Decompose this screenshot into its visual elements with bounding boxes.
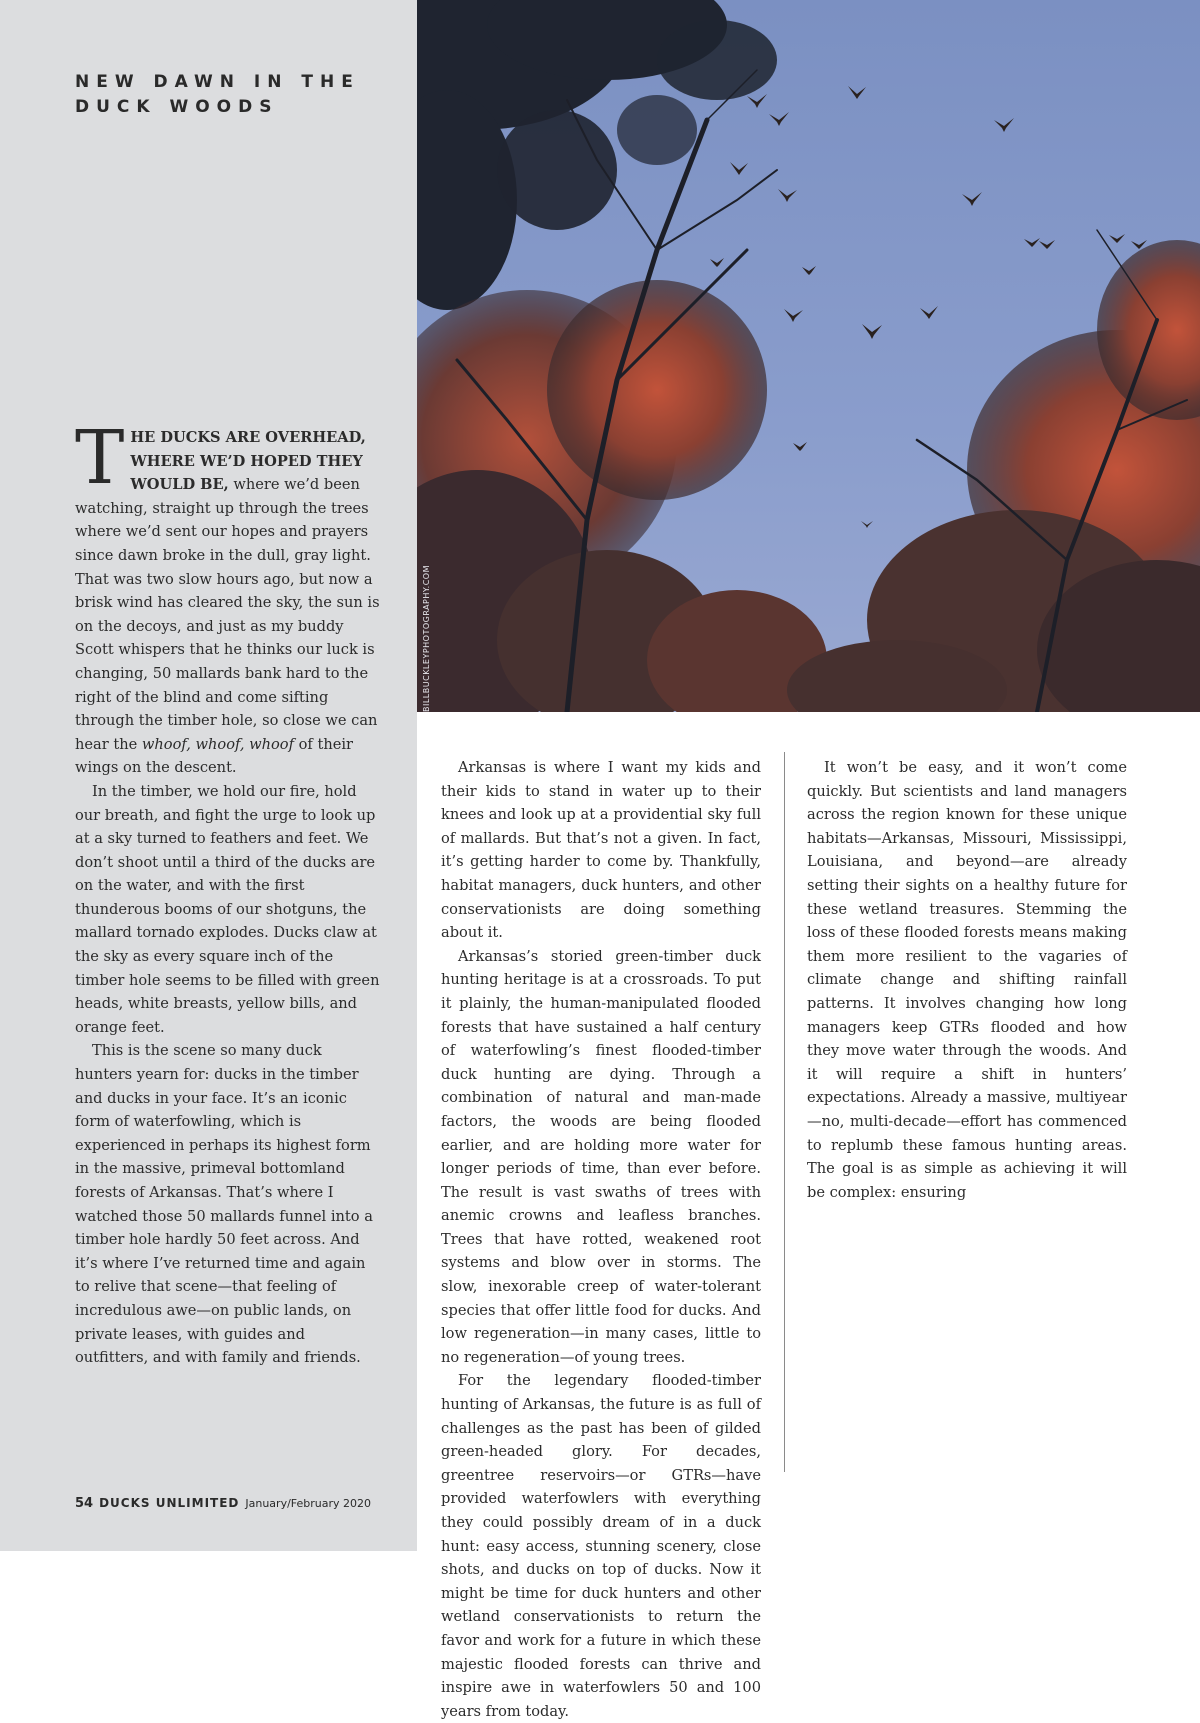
article-column-2 [441,756,761,1723]
page-number: 54 [75,1496,94,1511]
article-paragraph: Arkansas is where I want my kids and their kids to stand in water up to their knees and look up at a providential sky full of mallards. But that’s not a given. In fact, it’s getting harder to come by. Thankfully, habitat managers, duck hunters, and other conservationists are doing something about it. [441,759,761,942]
drop-cap: T [75,415,125,501]
article-column-3 [807,756,1127,1204]
paragraph-text: where we’d been watching, straight up through the trees where we’d sent our hopes and prayers since dawn broke in the dull, gray light. That was two slow hours ago, but now a brisk wind has cleared the sky, the sun is on the decoys, and just as my buddy Scott whispers that he thinks our luck is changing, 50 mallards bank hard to the right of the blind and come sifting through the timber hole, so close we can hear the [75,476,380,753]
hero-photo [417,0,1200,712]
column-divider [784,752,785,1472]
paragraph-text: of their wings on the descent. [75,735,354,777]
article-paragraph: Arkansas’s storied green-timber duck hunting heritage is at a crossroads. To put it plainly, the human-manipulated flooded forests that have sustained a half century of waterfowling’s finest flooded-timber duck hunting are dying. Through a combination of natural and man-made factors, the woods are being flooded earlier, and are holding more water for longer periods of time, than ever before. The result is vast swaths of trees with anemic crowns and leafless branches. Trees that have rotted, weakened root systems and blow over in storms. The slow, inexorable creep of water-tolerant species that offer little food for ducks. And low regeneration—in many cases, little to no regeneration—of young trees. [441,947,761,1366]
onomatopoeia: whoof, whoof, whoof [141,735,294,753]
article-paragraph: This is the scene so many duck hunters yearn for: ducks in the timber and ducks in your face. It’s an iconic form of waterfowling, which is experienced in perhaps its highest form in the massive, primeval bottomland forests of Arkansas. That’s where I watched those 50 mallards funnel into a timber hole hardly 50 feet across. And it’s where I’ve returned time and again to relive that scene—that feeling of incredulous awe—on public lands, on private leases, with guides and outfitters, and with family and friends. [75,1042,373,1367]
duck-sky-illustration [417,0,1200,712]
lead-in: HE DUCKS ARE OVERHEAD, WHERE WE’D HOPED THEY WOULD BE, [130,429,366,494]
article-paragraph [75,415,380,780]
article-kicker [75,70,395,120]
photo-credit: BILLBUCKLEYPHOTOGRAPHY.COM [422,565,431,712]
magazine-name: DUCKS UNLIMITED [99,1496,240,1510]
article-paragraph: In the timber, we hold our fire, hold our breath, and fight the urge to look up at a sky turned to feathers and feet. We don’t shoot until a third of the ducks are on the water, and with the first thunderous booms of our shotguns, the mallard tornado explodes. Ducks claw at the sky as every square inch of the timber hole seems to be filled with green heads, white breasts, yellow bills, and orange feet. [75,782,380,1036]
article-paragraph: It won’t be easy, and it won’t come quickly. But scientists and land managers across the region known for these unique habitats—Arkansas, Missouri, Mississippi, Louisiana, and beyond—are already setting their sights on a healthy future for these wetland treasures. Stemming the loss of these flooded forests means making them more resilient to the vagaries of climate change and shifting rainfall patterns. It involves changing how long managers keep GTRs flooded and how they move water through the woods. And it will require a shift in hunters’ expectations. Already a massive, multiyear—no, multi-decade—effort has commenced to replumb these famous hunting areas. The goal is as simple as achieving it will be complex: ensuring [807,759,1127,1201]
page-footer [75,1492,371,1511]
issue-date: January/February 2020 [245,1497,372,1510]
article-paragraph: For the legendary flooded-timber hunting of Arkansas, the future is as full of challenges as the past has been of gilded green-headed glory. For decades, greentree reservoirs—or GTRs—have provided waterfowlers with everything they could possibly dream of in a duck hunt: easy access, stunning scenery, close shots, and ducks on top of ducks. Now it might be time for duck hunters and other wetland conservationists to return the favor and work for a future in which these majestic flooded forests can thrive and inspire awe in waterfowlers 50 and 100 years from today. [441,1372,761,1720]
kicker-line-2: DUCK WOODS [75,97,279,117]
kicker-line-1: NEW DAWN IN THE [75,72,360,92]
article-column-1 [75,415,380,1370]
